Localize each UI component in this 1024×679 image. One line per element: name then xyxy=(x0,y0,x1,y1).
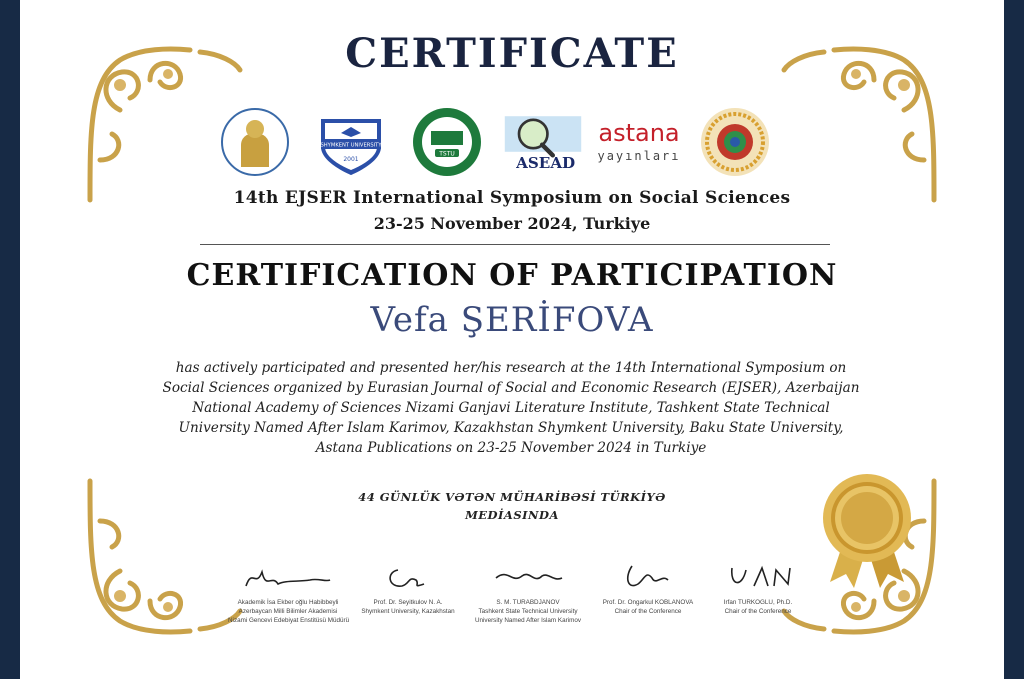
participant-name: Vefa ŞERİFOVA xyxy=(370,300,654,340)
research-title-line: 44 GÜNLÜK VƏTƏN MÜHARİBƏSİ TÜRKİYƏ xyxy=(358,490,666,504)
signature-icon xyxy=(238,560,338,594)
signature-block: S. M. TURABDJANOV Tashkent State Technical University University Named After Islam Karimov xyxy=(468,560,588,625)
tstu-logo xyxy=(407,105,487,179)
statement-line: Astana Publications on 23-25 November 2024 in Turkiye xyxy=(315,440,707,456)
symposium-dates: 23-25 November 2024, Turkiye xyxy=(373,214,651,233)
signature-block: Irfan TURKOGLU, Ph.D. Chair of the Conference xyxy=(698,560,818,616)
signature-icon xyxy=(478,560,578,594)
svg-text:2001: 2001 xyxy=(343,156,359,163)
astana-logo: astana yayınları xyxy=(597,119,681,163)
research-title-line: MEDİASINDA xyxy=(465,508,559,522)
symposium-name: 14th EJSER International Symposium on Social Sciences xyxy=(233,188,791,208)
shymkent-university-logo xyxy=(311,105,391,179)
certification-title: CERTIFICATION OF PARTICIPATION xyxy=(186,258,838,293)
signature-icon xyxy=(708,560,808,594)
svg-text:TSTU: TSTU xyxy=(439,150,455,158)
signature-block: Akademik İsa Ekber oğlu Habibbeyli Azerbaycan Milli Bilimler Akademisi Nizami Gencevi Edebiyat Enstitüsü Müdürü xyxy=(228,560,348,625)
signature-block: Prof. Dr. Seyitkulov N. A. Shymkent University, Kazakhstan xyxy=(348,560,468,616)
certificate-page xyxy=(20,0,1004,679)
signature-block: Prof. Dr. Ongarkul KOBLANOVA Chair of the Conference xyxy=(588,560,708,616)
svg-text:ASEAD: ASEAD xyxy=(516,153,576,172)
partner-logos xyxy=(215,104,775,180)
azerbaijan-academy-logo xyxy=(215,105,295,179)
certificate-title: CERTIFICATE xyxy=(345,30,679,77)
signatures xyxy=(228,560,818,640)
svg-text:SHYMKENT UNIVERSITY: SHYMKENT UNIVERSITY xyxy=(320,142,382,149)
asead-logo xyxy=(503,105,583,179)
participation-statement xyxy=(135,358,887,458)
baku-state-university-logo xyxy=(695,105,775,179)
signature-icon xyxy=(358,560,458,594)
statement-line: National Academy of Sciences Nizami Ganjavi Literature Institute, Tashkent State Technical xyxy=(192,400,830,416)
statement-line: has actively participated and presented her/his research at the 14th International Symposium on xyxy=(175,360,847,376)
gold-seal-icon xyxy=(812,470,922,590)
divider xyxy=(200,244,830,245)
statement-line: University Named After Islam Karimov, Kazakhstan Shymkent University, Baku State University, xyxy=(178,420,844,436)
signature-icon xyxy=(598,560,698,594)
statement-line: Social Sciences organized by Eurasian Journal of Social and Economic Research (EJSER), Azerbaijan xyxy=(162,380,860,396)
